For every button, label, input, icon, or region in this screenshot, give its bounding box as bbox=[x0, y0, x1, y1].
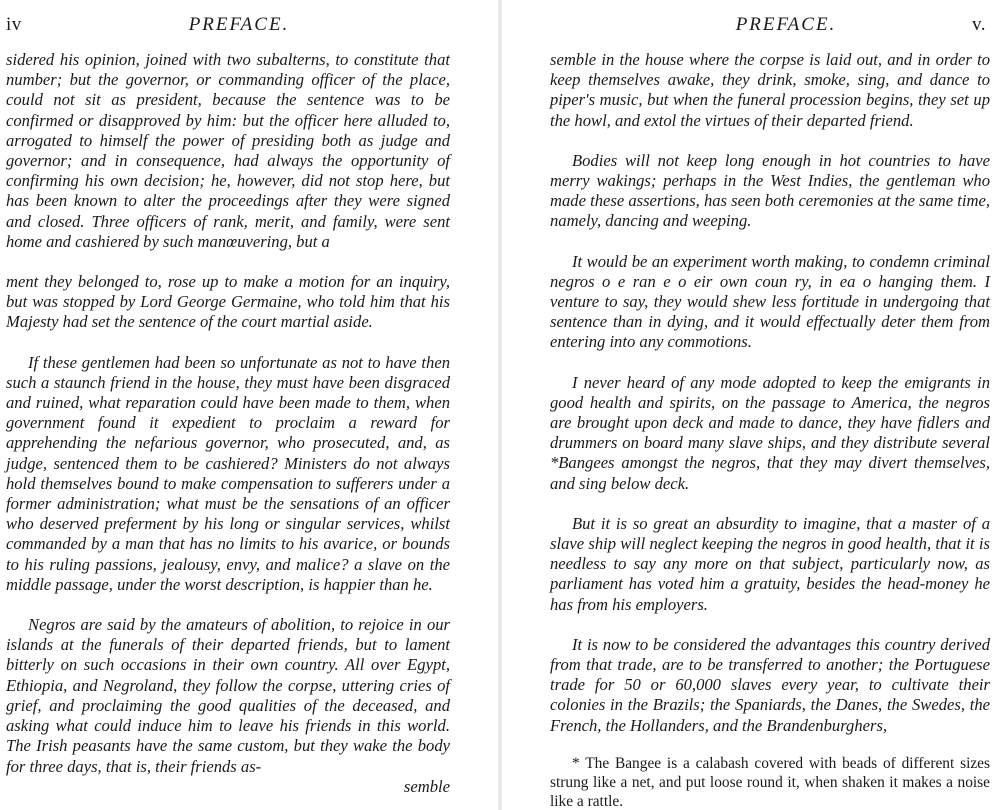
left-page bbox=[0, 0, 498, 810]
left-paragraph-2: ment they belonged to, rose up to make a motion for an inquiry, but was stopped by Lord George Germaine, who told him that his Majesty had set the sentence of the court martial aside. bbox=[6, 272, 450, 332]
right-page-body bbox=[550, 50, 990, 810]
left-running-head: PREFACE. bbox=[188, 14, 290, 35]
left-page-body bbox=[6, 50, 450, 797]
right-running-head: PREFACE. bbox=[735, 14, 837, 35]
left-catchword: semble bbox=[403, 776, 450, 796]
right-paragraph-2: Bodies will not keep long enough in hot countries to have merry wakings; perhaps in the West Indies, the gentleman who made these assertions, has seen both ceremonies at the same time, namely, dancing and weeping. bbox=[550, 150, 990, 231]
footnote: * The Bangee is a calabash covered with beads of different sizes strung like a net, and put loose round it, when shaken it makes a noise like a rattle. bbox=[550, 754, 990, 810]
left-paragraph-4: Negros are said by the amateurs of abolition, to rejoice in our islands at the funerals of their departed friends, but to lament bitterly on such occasions in their own country. All over Egypt, Ethiopia, and Negroland, they follow the corpse, uttering cries of grief, and proclaiming the good qualities of the deceased, and asking what could induce him to leave his friends in this world. The Irish peasants have the same custom, but they wake the body for three days, that is, their friends as- bbox=[6, 615, 450, 776]
right-paragraph-5: But it is so great an absurdity to imagine, that a master of a slave ship will neglect keeping the negros in good health, that it is needless to say any more on that subject, particularly now, as parliament has voted him a gratuity, besides the head-money he has from his employers. bbox=[550, 513, 990, 614]
right-paragraph-6: It is now to be considered the advantages this country derived from that trade, are to be transferred to another; the Portuguese trade for 50 or 60,000 slaves every year, to cultivate their colonies in the Brazils; the Spaniards, the Danes, the Swedes, the French, the Hollanders, and the Brandenburghers, bbox=[550, 634, 990, 735]
left-paragraph-3: If these gentlemen had been so unfortunate as not to have then such a staunch friend in the house, they must have been disgraced and ruined, what reparation could have been made to them, when government found it expedient to proclaim a reward for apprehending the nefarious governor, who prosecuted, and, as judge, sentenced them to be cashiered? Ministers do not always hold themselves bound to make compensation to sufferers under a former administration; what must be the sensations of an officer who deserved preferment by his long or singular services, whilst commanded by a man that has no limits to his avarice, or bounds to his ruling passions, jealousy, envy, and malice? a slave on the middle passage, under the worst description, is happier than he. bbox=[6, 352, 450, 594]
right-paragraph-1: semble in the house where the corpse is laid out, and in order to keep themselves awake, they drink, smoke, sing, and dance to piper's music, but when the funeral procession begins, they set up the howl, and extol the virtues of their departed friend. bbox=[550, 50, 990, 130]
right-paragraph-4: I never heard of any mode adopted to keep the emigrants in good health and spirits, on the passage to America, the negros are brought upon deck and made to dance, they have fidlers and drummers on board many slave ships, and they distribute several *Bangees amongst the negros, that they may divert themselves, and sing below deck. bbox=[550, 372, 990, 493]
left-page-header bbox=[0, 14, 498, 38]
right-page-header bbox=[502, 14, 1000, 38]
right-paragraph-3: It would be an experiment worth making, to condemn criminal negros o e ran e o eir own coun ry, in ea o hanging them. I venture to say, they would shew less fortitude in undergoing that sentence than in dying, and it would effectually deter them from entering into any commotions. bbox=[550, 251, 990, 352]
right-page-number: v. bbox=[971, 14, 986, 35]
left-page-number: iv bbox=[6, 14, 22, 35]
left-paragraph-1: sidered his opinion, joined with two subalterns, to constitute that number; but the governor, or commanding officer of the place, could not sit as president, because the sentence was to be confirmed or disapproved by him: but the officer here alluded to, arrogated to himself the power of presiding both as judge and governor; and in consequence, had always the opportunity of confirming his own decision; he, however, did not stop here, but has been known to alter the proceedings after they were signed and closed. Three officers of rank, merit, and family, were sent home and cashiered by such manœuvering, but a bbox=[6, 50, 450, 251]
right-page bbox=[502, 0, 1000, 810]
